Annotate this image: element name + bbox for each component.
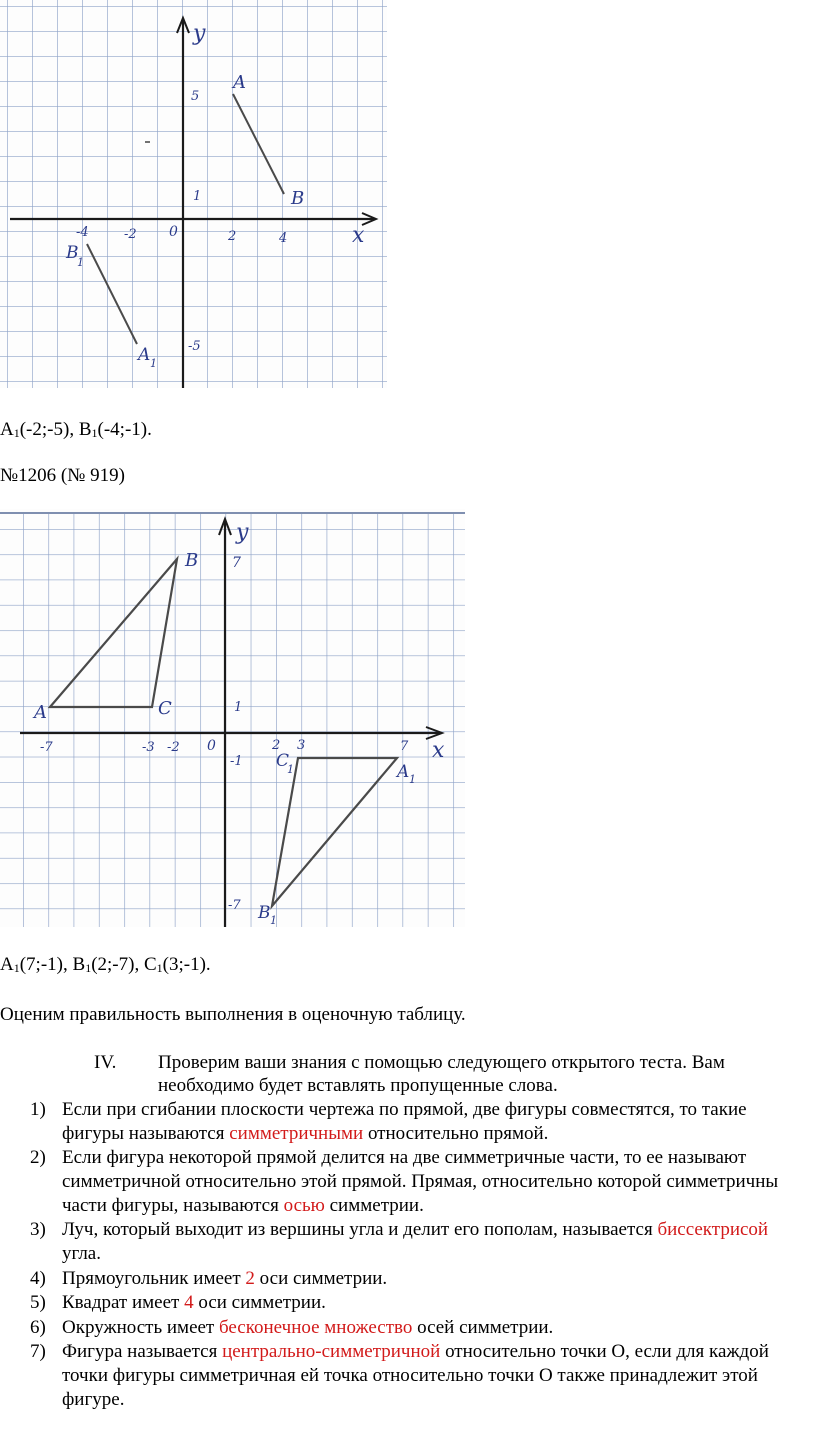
text-after: угла.	[62, 1243, 101, 1264]
y-tick: 1	[234, 700, 243, 715]
subscript: 1	[91, 426, 98, 440]
x-tick: -2	[124, 227, 137, 242]
section-line-1: Проверим ваши знания с помощью следующего открытого теста. Вам	[158, 1052, 725, 1073]
item-number: 6)	[30, 1317, 46, 1338]
x-tick: 2	[272, 738, 281, 753]
x-tick: -3	[142, 740, 155, 755]
answer-2-c1: C	[143, 954, 157, 975]
point-A-label: A	[233, 72, 246, 93]
point-A-label: A	[34, 702, 47, 723]
answer-1-b1-coord: (-4;-1).	[97, 419, 152, 440]
text-after: симметрии.	[324, 1195, 424, 1216]
point-B1-sub: 1	[270, 914, 277, 927]
point-C1-label: C	[276, 751, 290, 771]
evaluation-note: Оценим правильность выполнения в оценочную таблицу.	[0, 1004, 466, 1025]
item-text	[62, 1267, 792, 1291]
item-text	[62, 1316, 792, 1340]
section-number: IV.	[94, 1052, 117, 1073]
point-B1-sub: 1	[77, 256, 84, 269]
item-number: 1)	[30, 1099, 46, 1120]
answer-word: биссектрисой	[657, 1219, 769, 1240]
point-B-label: B	[291, 188, 305, 209]
answer-word: симметричными	[229, 1123, 364, 1144]
graph-2-svg	[0, 509, 465, 927]
point-C-label: C	[158, 698, 172, 719]
answer-2-c1-coord: (3;-1).	[162, 954, 211, 975]
text-after: относительно прямой.	[363, 1123, 549, 1144]
text-before: Если фигура некоторой прямой делится на две симметричные части, то ее называют симметричной относительно этой прямой. Прямая, относительно которой симметричны части фигуры, называются	[62, 1147, 779, 1216]
y-axis-label: y	[236, 520, 249, 545]
y-tick: 7	[232, 555, 241, 571]
item-number: 2)	[30, 1147, 46, 1168]
answer-2	[0, 953, 211, 978]
task-number: №1206 (№ 919)	[0, 465, 125, 486]
item-text	[62, 1218, 792, 1266]
answer-1	[0, 418, 152, 443]
answer-2-b1: B	[72, 954, 86, 975]
section-line-2: необходимо будет вставлять пропущенные слова.	[158, 1075, 558, 1096]
point-A1-sub: 1	[150, 357, 157, 370]
subscript: 1	[85, 961, 92, 975]
item-number: 4)	[30, 1268, 46, 1289]
point-B1-label: B	[66, 243, 79, 263]
point-A1-label: A	[138, 345, 151, 365]
text-after: относительно точки O, если для каждой точки фигуры симметричная ей точка относительно точки O также принадлежит этой фигуре.	[62, 1341, 769, 1410]
y-tick: -5	[188, 339, 201, 354]
text-before: Если при сгибании плоскости чертежа по прямой, две фигуры совместятся, то такие фигуры называются	[62, 1099, 747, 1144]
subscript: 1	[156, 961, 163, 975]
origin-label: 0	[169, 224, 178, 240]
item-number: 5)	[30, 1292, 46, 1313]
answer-word: осью	[283, 1195, 325, 1216]
item-text	[62, 1291, 792, 1315]
y-tick: -1	[230, 754, 243, 769]
text-before: Фигура называется	[62, 1341, 223, 1362]
graph-1-svg	[0, 0, 387, 388]
x-tick: -2	[167, 740, 180, 755]
text-before: Окружность имеет	[62, 1317, 219, 1338]
item-text	[62, 1146, 792, 1218]
questions-list	[0, 1098, 816, 1428]
point-B-label: B	[185, 550, 199, 571]
answer-word: 2	[245, 1268, 255, 1289]
item-number: 3)	[30, 1219, 46, 1240]
subscript: 1	[13, 961, 20, 975]
list-item	[0, 1267, 816, 1291]
answer-2-a1-coord: (7;-1),	[19, 954, 73, 975]
x-tick: 4	[279, 231, 288, 246]
x-tick: 2	[228, 229, 237, 244]
y-tick: 5	[191, 89, 200, 104]
text-before: Квадрат имеет	[62, 1292, 185, 1313]
graph-1	[0, 0, 387, 388]
answer-word: 4	[184, 1292, 194, 1313]
y-tick: -7	[228, 898, 241, 913]
answer-2-b1-coord: (2;-7),	[91, 954, 144, 975]
item-number: 7)	[30, 1341, 46, 1362]
list-item	[0, 1291, 816, 1315]
item-text	[62, 1340, 792, 1412]
point-A1-sub: 1	[409, 773, 416, 786]
x-tick: 7	[400, 739, 409, 754]
x-tick: -4	[76, 225, 89, 240]
text-after: осей симметрии.	[412, 1317, 554, 1338]
point-C1-sub: 1	[287, 763, 294, 776]
text-before: Луч, который выходит из вершины угла и делит его пополам, называется	[62, 1219, 658, 1240]
list-item	[0, 1340, 816, 1412]
origin-label: 0	[207, 738, 216, 754]
x-axis-label: x	[432, 738, 445, 763]
answer-2-a1: A	[0, 954, 14, 975]
list-item	[0, 1316, 816, 1340]
list-item	[0, 1098, 816, 1146]
point-A1-label: A	[397, 762, 410, 782]
list-item	[0, 1146, 816, 1218]
grid	[0, 513, 465, 927]
answer-1-a1: A	[0, 419, 14, 440]
text-after: оси симметрии.	[254, 1268, 388, 1289]
y-tick: 1	[193, 189, 202, 204]
text-after: оси симметрии.	[193, 1292, 326, 1313]
graph-2	[0, 509, 465, 927]
point-B1-label: B	[258, 903, 271, 923]
y-axis-label: y	[193, 21, 206, 46]
subscript: 1	[13, 426, 20, 440]
list-item	[0, 1218, 816, 1266]
answer-1-b1: B	[78, 419, 92, 440]
text-before: Прямоугольник имеет	[62, 1268, 246, 1289]
answer-word: центрально-симметричной	[222, 1341, 441, 1362]
answer-1-a1-coord: (-2;-5),	[19, 419, 79, 440]
answer-word: бесконечное множество	[218, 1317, 413, 1338]
item-text	[62, 1098, 792, 1146]
x-tick: -7	[40, 740, 53, 755]
x-tick: 3	[297, 738, 306, 753]
x-axis-label: x	[352, 223, 365, 248]
